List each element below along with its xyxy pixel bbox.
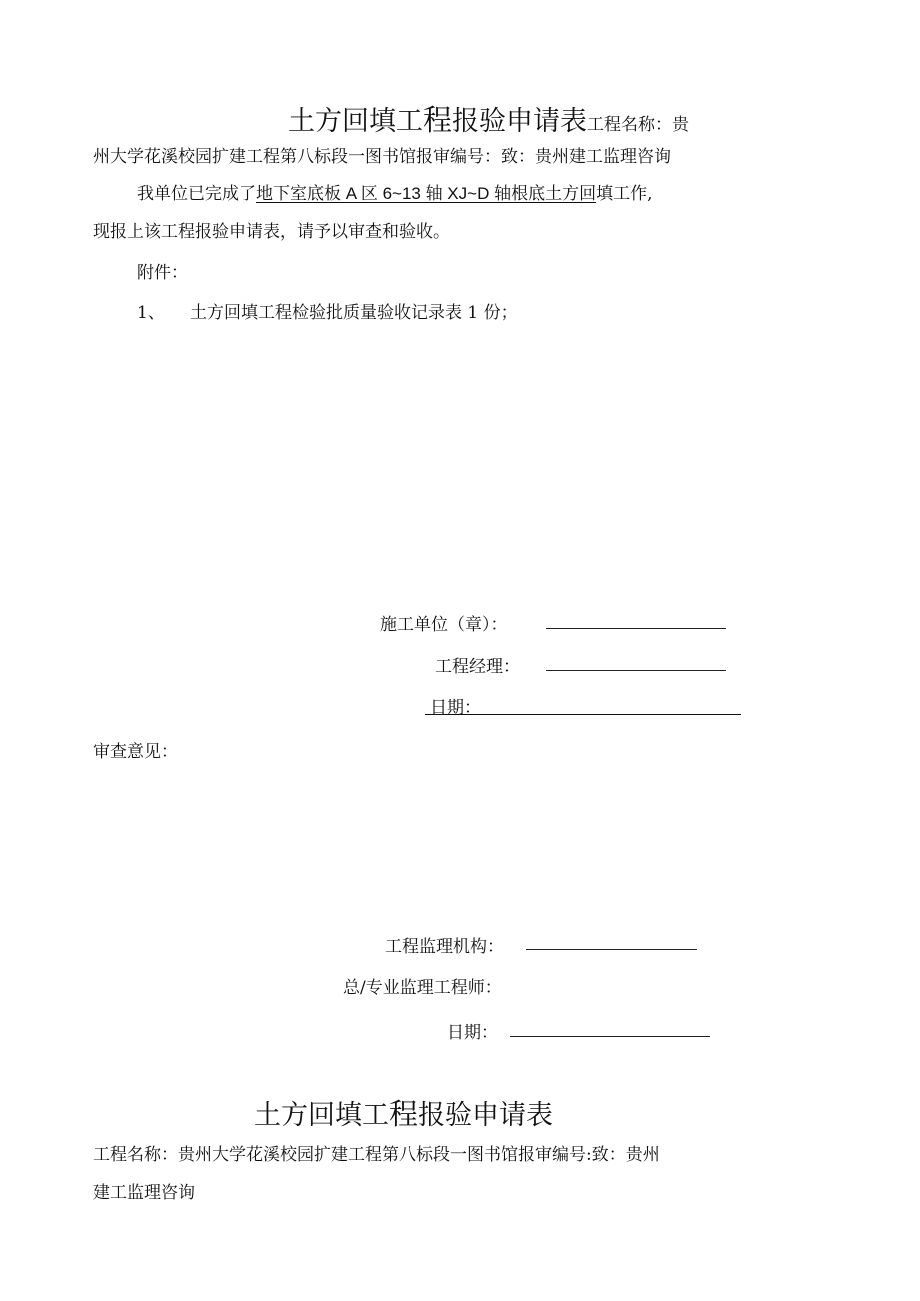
form1-attachment-text: 土方回填工程检验批质量验收记录表 1 份； <box>190 303 518 323</box>
form2-title-part-a: 土方回填工 <box>254 1100 389 1131</box>
contractor-unit-signature-line[interactable] <box>546 628 726 629</box>
supervision-org-label: 工程监理机构： <box>385 937 504 957</box>
form1-title-part-b: 程 <box>423 103 453 137</box>
form1-body-line1 <box>137 179 652 204</box>
review-opinion-label: 审查意见： <box>93 742 178 762</box>
form1-body-prefix: 我单位已完成了 <box>137 184 256 204</box>
form2-header-line1: 工程名称：贵州大学花溪校园扩建工程第八标段一图书馆报审编号:致：贵州 <box>93 1145 660 1165</box>
form2-header-line2: 建工监理咨询 <box>93 1183 195 1203</box>
date-label-1: 日期： <box>430 698 481 718</box>
form2-title <box>254 1092 553 1133</box>
supervision-org-signature-line[interactable] <box>526 949 697 950</box>
form1-title-part-a: 土方回填工 <box>288 106 423 137</box>
form2-title-part-b: 程 <box>389 1097 419 1131</box>
date-2-line[interactable] <box>510 1036 710 1037</box>
chief-engineer-label: 总/专业监理工程师： <box>343 978 502 998</box>
date-label-2: 日期： <box>447 1023 498 1043</box>
form1-attachment-label: 附件： <box>137 263 188 283</box>
form1-header-inline: 工程名称：贵 <box>587 115 690 135</box>
project-manager-signature-line[interactable] <box>546 670 726 671</box>
project-manager-label: 工程经理： <box>435 657 520 677</box>
form1-title-part-c: 报验申请表 <box>452 106 588 137</box>
contractor-unit-label: 施工单位（章）： <box>380 615 508 635</box>
form1-title <box>288 98 689 139</box>
form1-body-suffix: 填工作, <box>596 184 653 204</box>
date-1-line[interactable] <box>425 714 741 715</box>
form1-body-underlined-location: 地下室底板 A 区 6~13 轴 XJ~D 轴根底土方回 <box>256 184 597 203</box>
form1-header-line2: 州大学花溪校园扩建工程第八标段一图书馆报审编号：致：贵州建工监理咨询 <box>93 147 671 167</box>
form1-attachment-num: 1、 <box>137 303 165 323</box>
form2-title-part-c: 报验申请表 <box>418 1100 554 1131</box>
form1-body-line2: 现报上该工程报验申请表，请予以审查和验收。 <box>93 222 450 242</box>
